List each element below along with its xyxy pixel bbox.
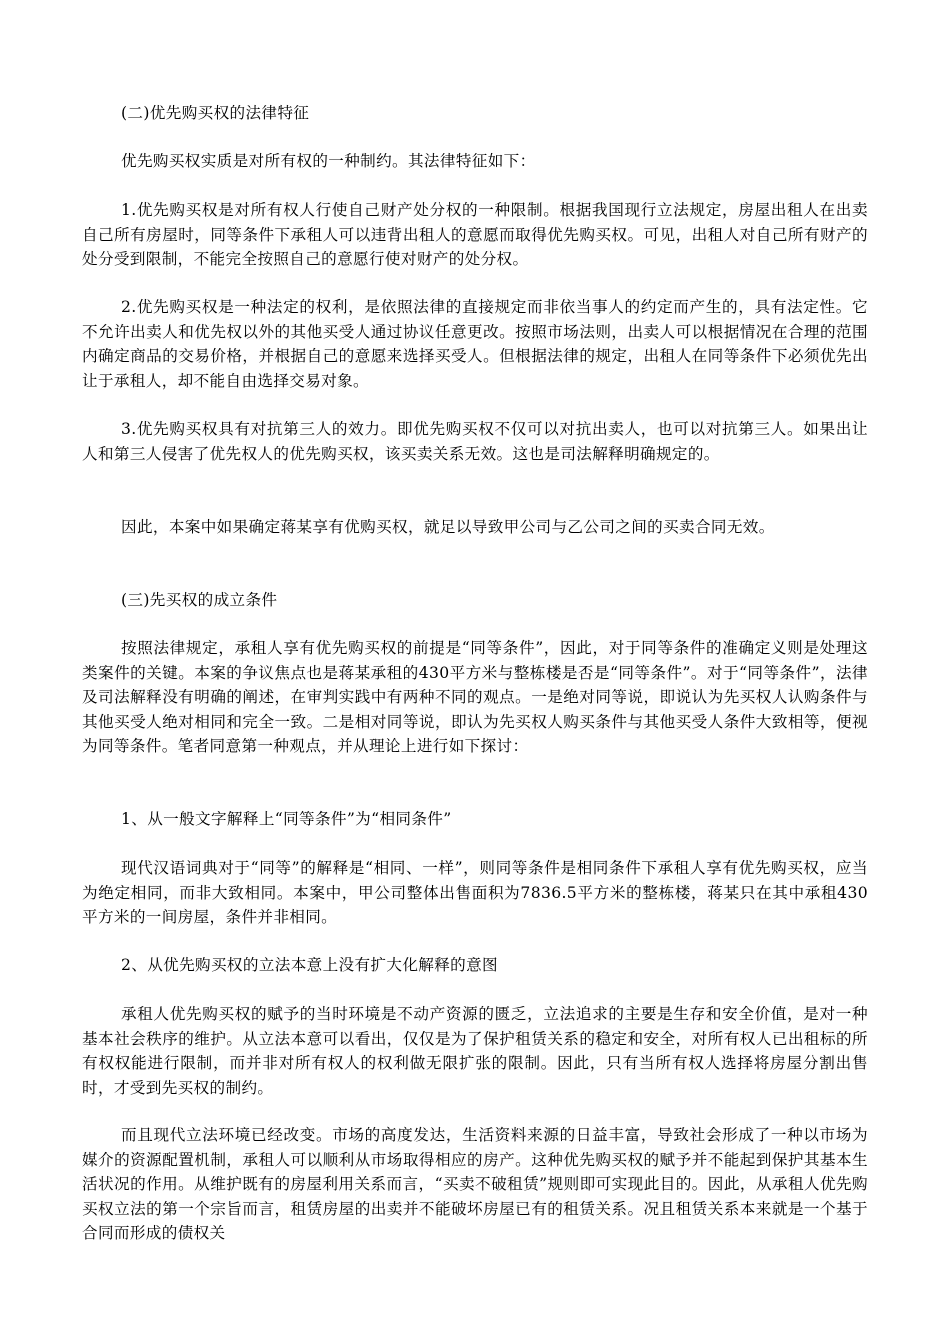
section3-heading: (三)先买权的成立条件 (121, 591, 278, 609)
point-1-heading: 1、从一般文字解释上“同等条件”为“相同条件” (121, 810, 452, 828)
point-2-body-2: 而且现代立法环境已经改变。市场的高度发达，生活资料来源的日益丰富，导致社会形成了一种以市场为媒介的资源配置机制，承租人可以顺利从市场取得相应的房产。这种优先购买权的赋予并不能起到保护其基本生活状况的作用。从维护既有的房屋利用关系而言，“买卖不破租赁”规则即可实现此目的。因此，从承租人优先购买权立法的第一个宗旨而言，租赁房屋的出卖并不能破坏房屋已有的租赁关系。况且租赁关系本来就是一个基于合同而形成的债权关 (82, 1126, 868, 1242)
section2-heading: (二)优先购买权的法律特征 (121, 104, 310, 122)
point-1-body: 现代汉语词典对于“同等”的解释是“相同、一样”，则同等条件是相同条件下承租人享有优先购买权，应当为绝定相同，而非大致相同。本案中，甲公司整体出售面积为7836.5平方米的整栋楼，蒋某只在其中承租430平方米的一间房屋，条件并非相同。 (82, 859, 868, 926)
feature-3-paragraph: 3.优先购买权具有对抗第三人的效力。即优先购买权不仅可以对抗出卖人，也可以对抗第三人。如果出让人和第三人侵害了优先权人的优先购买权，该买卖关系无效。这也是司法解释明确规定的。 (82, 420, 868, 463)
conclusion-paragraph: 因此，本案中如果确定蒋某享有优购买权，就足以导致甲公司与乙公司之间的买卖合同无效。 (121, 518, 775, 536)
feature-2-paragraph: 2.优先购买权是一种法定的权利，是依照法律的直接规定而非依当事人的约定而产生的，具有法定性。它不允许出卖人和优先权以外的其他买受人通过协议任意更改。按照市场法则，出卖人可以根据情况在合理的范围内确定商品的交易价格，并根据自己的意愿来选择买受人。但根据法律的规定，出租人在同等条件下必须优先出让于承租人，却不能自由选择交易对象。 (82, 298, 868, 390)
point-2-body-1: 承租人优先购买权的赋予的当时环境是不动产资源的匮乏，立法追求的主要是生存和安全价值，是对一种基本社会秩序的维护。从立法本意可以看出，仅仅是为了保护租赁关系的稳定和安全，对所有权人已出租标的所有权权能进行限制，而并非对所有权人的权利做无限扩张的限制。因此，只有当所有权人选择将房屋分割出售时，才受到先买权的制约。 (82, 1005, 868, 1097)
feature-1-paragraph: 1.优先购买权是对所有权人行使自己财产处分权的一种限制。根据我国现行立法规定，房屋出租人在出卖自己所有房屋时，同等条件下承租人可以违背出租人的意愿而取得优先购买权。可见，出租人对自己所有财产的处分受到限制，不能完全按照自己的意愿行使对财产的处分权。 (82, 201, 868, 268)
point-2-heading: 2、从优先购买权的立法本意上没有扩大化解释的意图 (121, 956, 498, 974)
section2-intro: 优先购买权实质是对所有权的一种制约。其法律特征如下： (121, 152, 536, 170)
section3-body: 按照法律规定，承租人享有优先购买权的前提是“同等条件”，因此，对于同等条件的准确定义则是处理这类案件的关键。本案的争议焦点也是蒋某承租的430平方米与整栋楼是否是“同等条件”。对于“同等条件”，法律及司法解释没有明确的阐述，在审判实践中有两种不同的观点。一是绝对同等说，即说认为先买权人认购条件与其他买受人绝对相同和完全一致。二是相对同等说，即认为先买权人购买条件与其他买受人条件大致相等，便视为同等条件。笔者同意第一种观点，并从理论上进行如下探讨： (82, 639, 868, 755)
